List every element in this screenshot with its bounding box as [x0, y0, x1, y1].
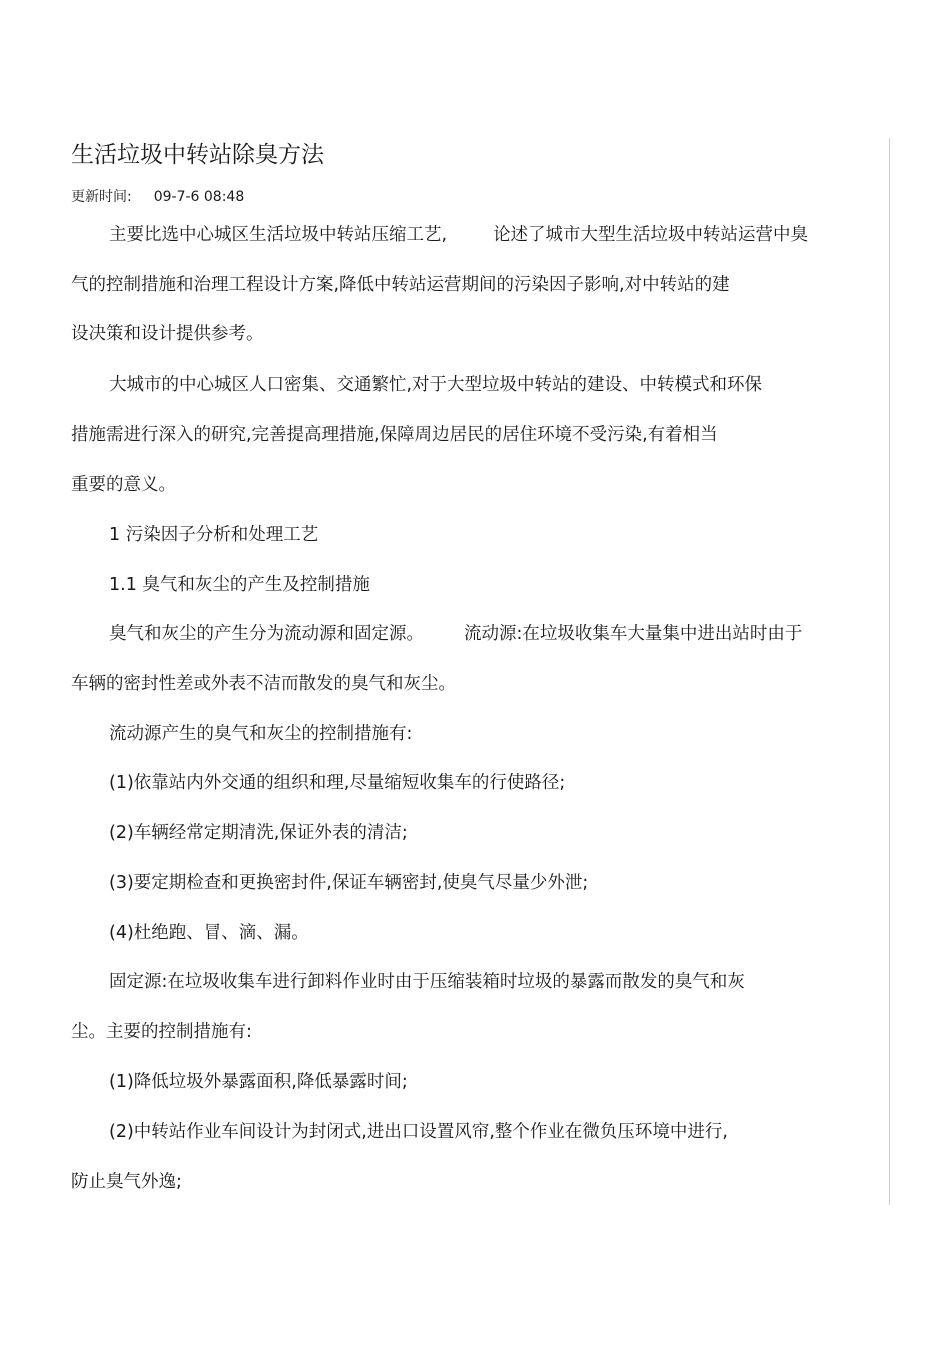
document-title: 生活垃圾中转站除臭方法 — [71, 142, 324, 168]
paragraph-1-text-b: 论述了城市大型生活垃圾中转站运营中臭 — [493, 225, 809, 245]
section-heading-1-1: 1.1 臭气和灰尘的产生及控制措施 — [109, 575, 370, 595]
paragraph-2-line-1: 大城市的中心城区人口密集、交通繁忙,对于大型垃圾中转站的建设、中转模式和环保 — [109, 375, 763, 395]
paragraph-3-line-2: 车辆的密封性差或外表不洁而散发的臭气和灰尘。 — [71, 674, 456, 694]
paragraph-3-text-b: 流动源:在垃圾收集车大量集中进出站时由于 — [464, 624, 803, 644]
list-item: (2)中转站作业车间设计为封闭式,进出口设置风帘,整个作业在微负压环境中进行, — [109, 1122, 728, 1142]
section-heading-1: 1 污染因子分析和处理工艺 — [109, 525, 319, 545]
paragraph-5-line-2: 尘。主要的控制措施有: — [71, 1022, 252, 1042]
list-item: (3)要定期检查和更换密封件,保证车辆密封,使臭气尽量少外泄; — [109, 873, 589, 893]
paragraph-3-line-1 — [109, 622, 802, 646]
paragraph-2-line-2: 措施需进行深入的研究,完善提高理措施,保障周边居民的居住环境不受污染,有着相当 — [71, 425, 718, 445]
list-item: (2)车辆经常定期清洗,保证外表的清洁; — [109, 823, 408, 843]
page-divider-line — [889, 138, 890, 1205]
paragraph-1-text-a: 主要比选中心城区生活垃圾中转站压缩工艺, — [109, 225, 448, 245]
update-time — [71, 187, 244, 207]
paragraph-1-line-1 — [109, 223, 808, 247]
paragraph-2-line-3: 重要的意义。 — [71, 475, 176, 495]
list-item: (1)依靠站内外交通的组织和理,尽量缩短收集车的行使路径; — [109, 773, 566, 793]
list-item: (4)杜绝跑、冒、滴、漏。 — [109, 923, 309, 943]
update-time-value: 09-7-6 08:48 — [153, 189, 245, 205]
paragraph-5-line-1: 固定源:在垃圾收集车进行卸料作业时由于压缩装箱时垃圾的暴露而散发的臭气和灰 — [109, 972, 745, 992]
paragraph-4: 流动源产生的臭气和灰尘的控制措施有: — [109, 724, 413, 744]
paragraph-1-line-2: 气的控制措施和治理工程设计方案,降低中转站运营期间的污染因子影响,对中转站的建 — [71, 275, 730, 295]
paragraph-3-text-a: 臭气和灰尘的产生分为流动源和固定源。 — [109, 624, 424, 644]
update-time-label: 更新时间: — [71, 189, 132, 205]
list-item: (1)降低垃圾外暴露面积,降低暴露时间; — [109, 1072, 408, 1092]
paragraph-1-line-3: 设决策和设计提供参考。 — [71, 324, 264, 344]
list-item-continuation: 防止臭气外逸; — [71, 1172, 182, 1192]
